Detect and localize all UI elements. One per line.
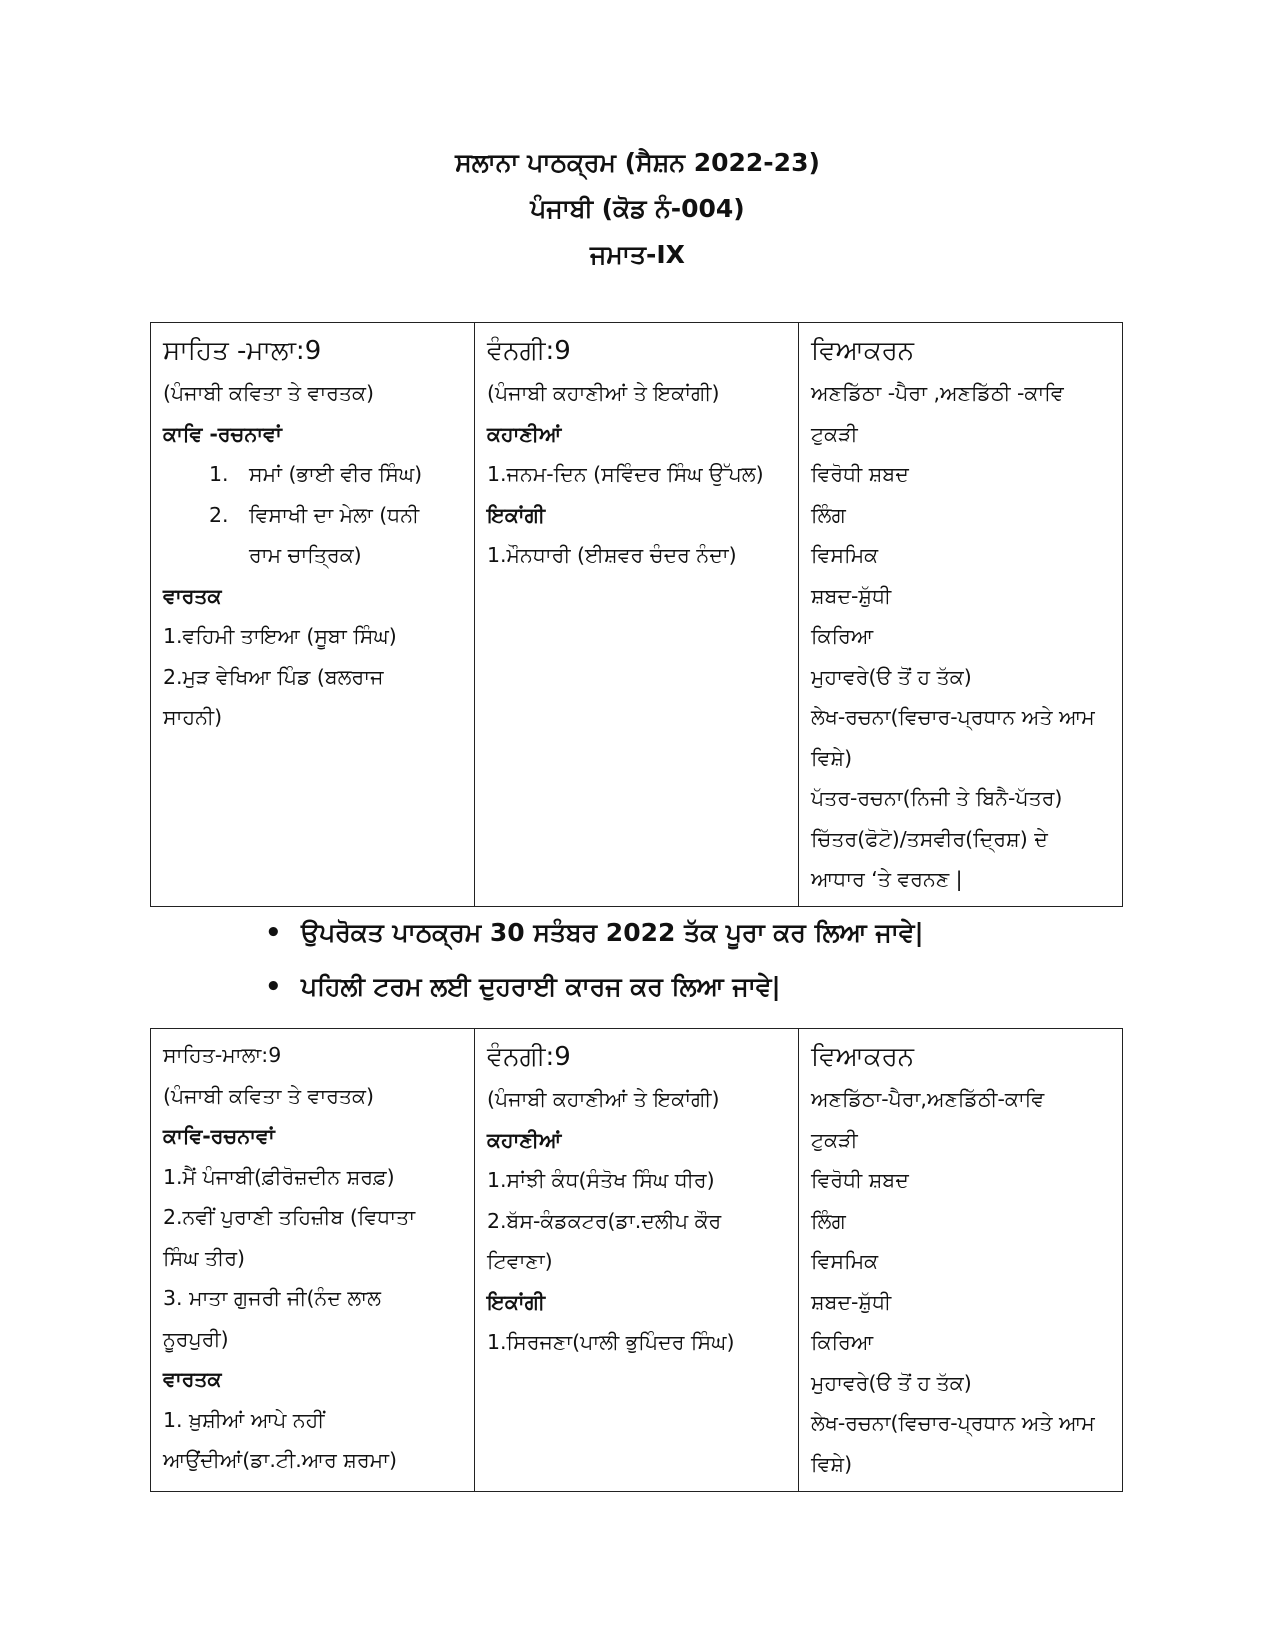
grammar-line: ਲੇਖ-ਰਚਨਾ(ਵਿਚਾਰ-ਪ੍ਰਧਾਨ ਅਤੇ ਆਮ bbox=[811, 1411, 1095, 1435]
instructions-list bbox=[265, 906, 924, 1014]
section-heading-poetry: ਕਾਵਿ-ਰਚਨਾਵਾਂ bbox=[163, 1124, 275, 1148]
grammar-line: ਪੱਤਰ-ਰਚਨਾ(ਨਿਜੀ ਤੇ ਬਿਨੈ-ਪੱਤਰ) bbox=[811, 786, 1063, 810]
section-heading-prose: ਵਾਰਤਕ bbox=[163, 1367, 222, 1391]
list-number: 1. bbox=[209, 462, 229, 486]
grammar-line: ਲੇਖ-ਰਚਨਾ(ਵਿਚਾਰ-ਪ੍ਰਧਾਨ ਅਤੇ ਆਮ bbox=[811, 705, 1095, 729]
grammar-line: ਟੁਕੜੀ bbox=[811, 421, 858, 446]
grammar-line: ਚਿੱਤਰ(ਫੋਟੋ)/ਤਸਵੀਰ(ਦ੍ਰਿਸ਼) ਦੇ bbox=[811, 826, 1048, 851]
grammar-line: ਵਿਸ਼ੇ) bbox=[811, 1451, 853, 1476]
list-item bbox=[265, 960, 924, 1014]
column-heading: ਵਿਆਕਰਨ bbox=[811, 1042, 915, 1072]
grammar-line: ਵਿਸਮਿਕ bbox=[811, 1249, 879, 1273]
prose-item-cont: ਆਉਂਦੀਆਂ(ਡਾ.ਟੀ.ਆਰ ਸ਼ਰਮਾ) bbox=[163, 1448, 398, 1472]
table-row bbox=[151, 323, 1123, 907]
title-class: ਜਮਾਤ-IX bbox=[590, 240, 685, 269]
list-item bbox=[265, 906, 924, 960]
column-subtitle: (ਪੰਜਾਬੀ ਕਵਿਤਾ ਤੇ ਵਾਰਤਕ) bbox=[163, 381, 375, 405]
prose-item: 1.ਵਹਿਮੀ ਤਾਇਆ (ਸੂਬਾ ਸਿੰਘ) bbox=[163, 624, 397, 648]
list-text-line: ਵਿਸਾਖੀ ਦਾ ਮੇਲਾ (ਧਨੀ bbox=[249, 502, 420, 527]
grammar-line: ਅਣਡਿੱਠਾ-ਪੈਰਾ,ਅਣਡਿੱਠੀ-ਕਾਵਿ bbox=[811, 1087, 1045, 1111]
poetry-item: 3. ਮਾਤਾ ਗੁਜਰੀ ਜੀ(ਨੰਦ ਲਾਲ bbox=[163, 1286, 382, 1310]
grammar-line: ਲਿੰਗ bbox=[811, 1208, 846, 1233]
column-grammar bbox=[799, 1029, 1123, 1492]
column-grammar bbox=[799, 323, 1123, 907]
list-text bbox=[249, 495, 464, 576]
bullet-icon: • bbox=[265, 972, 282, 1002]
section-heading-stories: ਕਹਾਣੀਆਂ bbox=[487, 1127, 562, 1152]
column-heading: ਸਾਹਿਤ-ਮਾਲਾ:9 bbox=[163, 1043, 282, 1067]
one-act-item: 1.ਸਿਰਜਣਾ(ਪਾਲੀ ਭੁਪਿੰਦਰ ਸਿੰਘ) bbox=[487, 1330, 735, 1354]
column-subtitle: (ਪੰਜਾਬੀ ਕਵਿਤਾ ਤੇ ਵਾਰਤਕ) bbox=[163, 1083, 375, 1108]
section-heading-one-act: ਇਕਾਂਗੀ bbox=[487, 1289, 546, 1314]
story-item: 1.ਜਨਮ-ਦਿਨ (ਸਵਿੰਦਰ ਸਿੰਘ ਉੱਪਲ) bbox=[487, 462, 764, 486]
document-header bbox=[0, 140, 1275, 278]
section-heading-prose: ਵਾਰਤਕ bbox=[163, 583, 222, 608]
grammar-line: ਕਿਰਿਆ bbox=[811, 1330, 874, 1354]
title-subject-code: ਪੰਜਾਬੀ (ਕੋਡ ਨੰ-004) bbox=[530, 194, 745, 223]
grammar-line: ਸ਼ਬਦ-ਸ਼ੁੱਧੀ bbox=[811, 1289, 892, 1314]
table-row bbox=[151, 1029, 1123, 1492]
column-sahit-mala bbox=[151, 1029, 475, 1492]
list-item bbox=[209, 495, 464, 576]
section-heading-stories: ਕਹਾਣੀਆਂ bbox=[487, 421, 562, 446]
column-heading: ਵੰਨਗੀ:9 bbox=[487, 1042, 571, 1072]
story-item-cont: ਟਿਵਾਣਾ) bbox=[487, 1249, 553, 1273]
list-text-line: ਰਾਮ ਚਾਤ੍ਰਿਕ) bbox=[249, 543, 362, 567]
prose-item: 2.ਮੁੜ ਵੇਖਿਆ ਪਿੰਡ (ਬਲਰਾਜ bbox=[163, 664, 384, 689]
column-vannagi bbox=[475, 323, 799, 907]
instruction-text: ਪਹਿਲੀ ਟਰਮ ਲਈ ਦੁਹਰਾਈ ਕਾਰਜ ਕਰ ਲਿਆ ਜਾਵੇ| bbox=[301, 972, 781, 1001]
bullet-icon: • bbox=[265, 918, 282, 948]
grammar-line: ਆਧਾਰ ‘ਤੇ ਵਰਨਣ | bbox=[811, 867, 963, 891]
column-subtitle: (ਪੰਜਾਬੀ ਕਹਾਣੀਆਂ ਤੇ ਇਕਾਂਗੀ) bbox=[487, 1087, 720, 1111]
column-sahit-mala bbox=[151, 323, 475, 907]
grammar-line: ਵਿਸ਼ੇ) bbox=[811, 745, 853, 770]
column-heading: ਵੰਨਗੀ:9 bbox=[487, 336, 571, 366]
grammar-line: ਸ਼ਬਦ-ਸ਼ੁੱਧੀ bbox=[811, 583, 892, 608]
story-item: 2.ਬੱਸ-ਕੰਡਕਟਰ(ਡਾ.ਦਲੀਪ ਕੌਰ bbox=[487, 1208, 722, 1233]
poetry-item: 2.ਨਵੀਂ ਪੁਰਾਣੀ ਤਹਿਜ਼ੀਬ (ਵਿਧਾਤਾ bbox=[163, 1205, 416, 1229]
grammar-line: ਵਿਰੋਧੀ ਸ਼ਬਦ bbox=[811, 1168, 909, 1192]
grammar-line: ਲਿੰਗ bbox=[811, 502, 846, 527]
poetry-item-cont: ਨੂਰਪੁਰੀ) bbox=[163, 1326, 229, 1351]
grammar-line: ਕਿਰਿਆ bbox=[811, 624, 874, 648]
title-annual-syllabus: ਸਲਾਨਾ ਪਾਠਕ੍ਰਮ (ਸੈਸ਼ਨ 2022-23) bbox=[455, 148, 820, 177]
syllabus-table-term2 bbox=[150, 1028, 1123, 1492]
poetry-item: 1.ਮੈਂ ਪੰਜਾਬੀ(ਫ਼ੀਰੋਜ਼ਦੀਨ ਸ਼ਰਫ਼) bbox=[163, 1164, 395, 1189]
story-item: 1.ਸਾਂਝੀ ਕੰਧ(ਸੰਤੋਖ ਸਿੰਘ ਧੀਰ) bbox=[487, 1168, 715, 1192]
grammar-line: ਮੁਹਾਵਰੇ(ੳ ਤੋਂ ਹ ਤੱਕ) bbox=[811, 1370, 972, 1395]
one-act-item: 1.ਮੌਨਧਾਰੀ (ਈਸ਼ਵਰ ਚੰਦਰ ਨੰਦਾ) bbox=[487, 543, 737, 567]
section-heading-one-act: ਇਕਾਂਗੀ bbox=[487, 502, 546, 527]
section-heading-poetry: ਕਾਵਿ -ਰਚਨਾਵਾਂ bbox=[163, 421, 282, 446]
prose-item-cont: ਸਾਹਨੀ) bbox=[163, 705, 223, 729]
column-vannagi bbox=[475, 1029, 799, 1492]
column-subtitle: (ਪੰਜਾਬੀ ਕਹਾਣੀਆਂ ਤੇ ਇਕਾਂਗੀ) bbox=[487, 381, 720, 405]
poetry-list bbox=[163, 454, 464, 576]
column-heading: ਵਿਆਕਰਨ bbox=[811, 336, 915, 366]
list-text: ਸਮਾਂ (ਭਾਈ ਵੀਰ ਸਿੰਘ) bbox=[249, 462, 423, 486]
grammar-line: ਅਣਡਿੱਠਾ -ਪੈਰਾ ,ਅਣਡਿੱਠੀ -ਕਾਵਿ bbox=[811, 381, 1064, 405]
grammar-line: ਵਿਰੋਧੀ ਸ਼ਬਦ bbox=[811, 462, 909, 486]
grammar-line: ਟੁਕੜੀ bbox=[811, 1127, 858, 1152]
grammar-line: ਵਿਸਮਿਕ bbox=[811, 543, 879, 567]
column-heading: ਸਾਹਿਤ -ਮਾਲਾ:9 bbox=[163, 336, 322, 366]
list-item bbox=[209, 454, 464, 495]
syllabus-table-term1 bbox=[150, 322, 1123, 907]
instruction-text: ਉਪਰੋਕਤ ਪਾਠਕ੍ਰਮ 30 ਸਤੰਬਰ 2022 ਤੱਕ ਪੂਰਾ ਕਰ ਲਿਆ ਜਾਵੇ| bbox=[301, 918, 924, 947]
list-number: 2. bbox=[209, 502, 229, 527]
prose-item: 1. ਖ਼ੁਸ਼ੀਆਂ ਆਪੇ ਨਹੀਂ bbox=[163, 1407, 325, 1432]
grammar-line: ਮੁਹਾਵਰੇ(ੳ ਤੋਂ ਹ ਤੱਕ) bbox=[811, 664, 972, 689]
poetry-item-cont: ਸਿੰਘ ਤੀਰ) bbox=[163, 1245, 246, 1270]
